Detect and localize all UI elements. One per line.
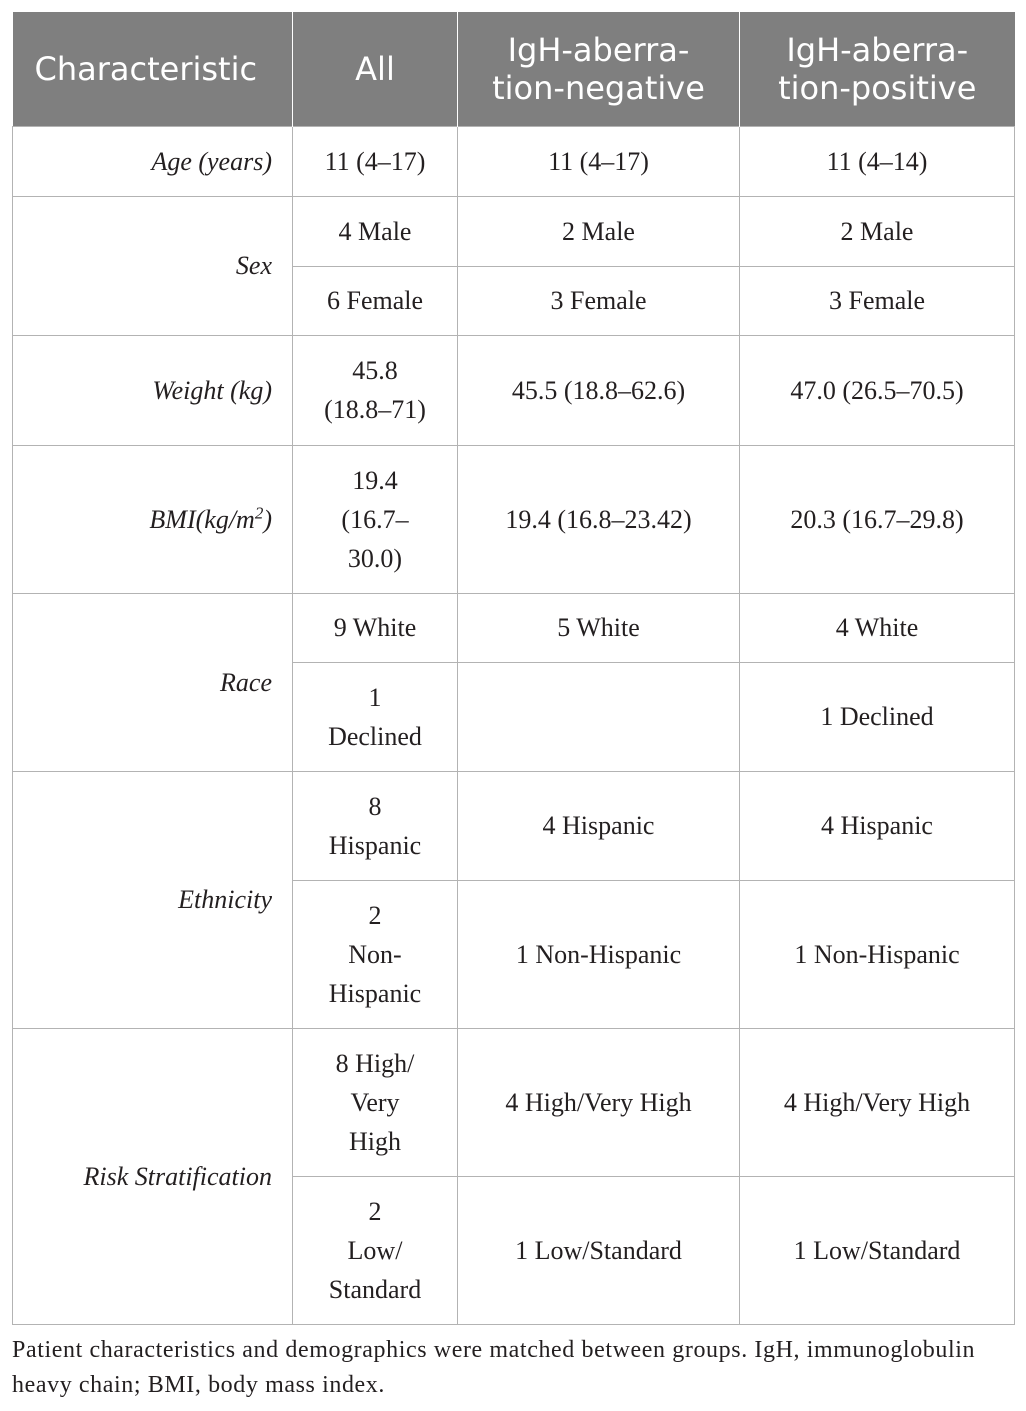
header-igh-positive [740,12,1015,126]
cell-weight-all [293,335,458,445]
cell-risk-all-1 [293,1028,458,1176]
cell-sex-negative-2: 3 Female [458,266,740,335]
header-igh-negative-line2: tion-negative [492,68,705,107]
row-ethnicity-1 [13,771,1015,880]
patient-characteristics-table-wrapper [12,12,1014,1325]
cell-age-positive: 11 (4–14) [740,126,1015,196]
cell-risk-negative-2: 1 Low/Standard [458,1176,740,1324]
label-risk-stratification: Risk Stratification [13,1028,293,1324]
cell-sex-positive-2: 3 Female [740,266,1015,335]
label-bmi-suffix: ) [263,504,272,534]
cell-ethnicity-all-1-line1: 8 [368,791,382,821]
cell-race-all-2 [293,662,458,771]
cell-risk-all-2-line3: Standard [328,1274,422,1304]
cell-risk-all-2 [293,1176,458,1324]
header-igh-negative [458,12,740,126]
cell-race-all-1: 9 White [293,593,458,662]
cell-ethnicity-all-2 [293,880,458,1028]
cell-risk-negative-1: 4 High/Very High [458,1028,740,1176]
cell-race-all-2-line2: Declined [328,721,422,751]
cell-risk-positive-2: 1 Low/Standard [740,1176,1015,1324]
header-characteristic: Characteristic [13,12,293,126]
cell-age-all: 11 (4–17) [293,126,458,196]
cell-sex-negative-1: 2 Male [458,196,740,266]
cell-risk-all-2-line1: 2 [368,1196,382,1226]
row-weight [13,335,1015,445]
cell-risk-all-1-line3: High [349,1126,401,1156]
cell-bmi-all-line3: 30.0) [347,543,403,573]
header-igh-positive-line1: IgH-aberra- [786,30,969,69]
cell-sex-all-1: 4 Male [293,196,458,266]
cell-risk-all-2-line2: Low/ [347,1235,403,1265]
cell-ethnicity-negative-1: 4 Hispanic [458,771,740,880]
cell-ethnicity-all-1-line2: Hispanic [328,830,422,860]
cell-race-all-2-line1: 1 [368,682,382,712]
cell-race-positive-2: 1 Declined [740,662,1015,771]
cell-ethnicity-all-1 [293,771,458,880]
cell-ethnicity-negative-2: 1 Non-Hispanic [458,880,740,1028]
cell-weight-all-line1: 45.8 [352,356,398,385]
table-footnote: Patient characteristics and demographics were matched between groups. IgH, immunoglobulin heavy chain; BMI, body mass index. [12,1337,976,1398]
cell-weight-positive: 47.0 (26.5–70.5) [740,335,1015,445]
cell-age-negative: 11 (4–17) [458,126,740,196]
row-age [13,126,1015,196]
row-sex-1 [13,196,1015,266]
cell-risk-positive-1: 4 High/Very High [740,1028,1015,1176]
cell-risk-all-1-line2: Very [350,1087,400,1117]
header-igh-negative-line1: IgH-aberra- [507,30,690,69]
cell-race-positive-1: 4 White [740,593,1015,662]
row-race-1 [13,593,1015,662]
cell-weight-negative: 45.5 (18.8–62.6) [458,335,740,445]
cell-bmi-all-line2: (16.7– [341,504,409,534]
label-race: Race [13,593,293,771]
header-all: All [293,12,458,126]
cell-risk-all-1-line1: 8 High/ [335,1048,415,1078]
patient-characteristics-table [12,12,1015,1325]
row-bmi [13,445,1015,593]
cell-bmi-positive: 20.3 (16.7–29.8) [740,445,1015,593]
row-risk-1 [13,1028,1015,1176]
cell-ethnicity-positive-2: 1 Non-Hispanic [740,880,1015,1028]
cell-ethnicity-all-2-line2: Non- [348,939,402,969]
label-age: Age (years) [13,126,293,196]
cell-race-negative-2 [458,662,740,771]
cell-bmi-all [293,445,458,593]
cell-sex-all-2: 6 Female [293,266,458,335]
header-row [13,12,1015,126]
cell-bmi-all-line1: 19.4 [352,465,398,495]
label-ethnicity: Ethnicity [13,771,293,1028]
cell-sex-positive-1: 2 Male [740,196,1015,266]
label-sex: Sex [13,196,293,335]
label-bmi [13,445,293,593]
cell-race-negative-1: 5 White [458,593,740,662]
cell-ethnicity-positive-1: 4 Hispanic [740,771,1015,880]
cell-bmi-negative: 19.4 (16.8–23.42) [458,445,740,593]
label-bmi-superscript: 2 [254,502,264,522]
cell-weight-all-line2: (18.8–71) [324,395,426,424]
cell-ethnicity-all-2-line3: Hispanic [328,978,422,1008]
header-igh-positive-line2: tion-positive [778,68,977,107]
label-bmi-prefix: BMI(kg/m [149,504,255,534]
label-weight: Weight (kg) [13,335,293,445]
cell-ethnicity-all-2-line1: 2 [368,900,382,930]
